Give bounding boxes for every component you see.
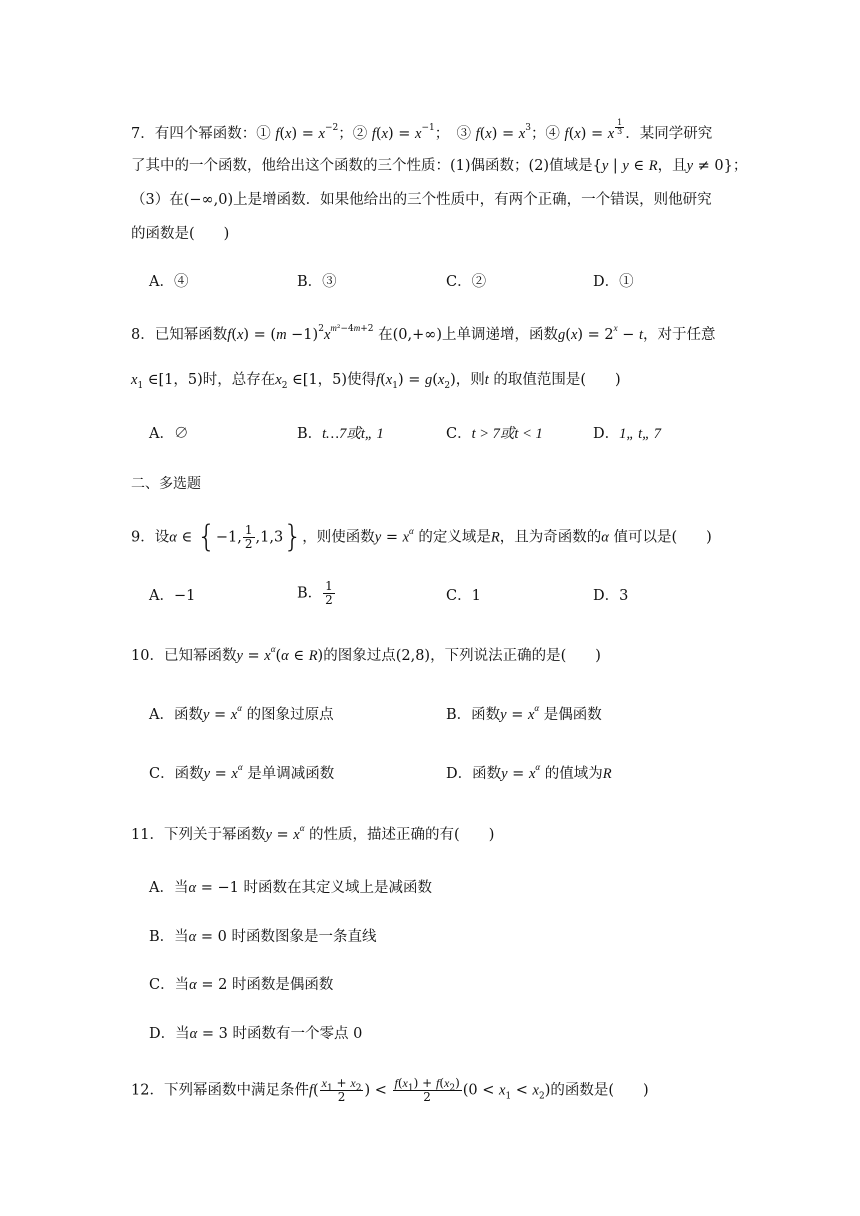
q10-option-b[interactable]: B．函数$y = x^\alpha$ 是偶函数 xyxy=(446,703,602,723)
q7-line1: 7．有四个幂函数：① $f(x) = x^{-2}$；② $f(x) = x^{-1}$； ③ $f(x) = x^3$；④ f(x) = x $^{\frac{1}{3}}$ ．某同学研究 xyxy=(131,118,713,142)
q11-option-a[interactable]: A．当α = −1 时函数在其定义域上是减函数 xyxy=(149,880,432,896)
option-label: B． xyxy=(297,426,323,442)
q8-text: ，对于任意 xyxy=(643,327,716,343)
q7-text: 上是增函数．如果他给出的三个性质中，有两个正确，一个错误，则他研究 xyxy=(233,192,712,208)
option-label: D． xyxy=(593,426,620,442)
q11-text: 11．下列关于幂函数 xyxy=(131,827,266,843)
q8-text: 8．已知幂函数 xyxy=(131,327,228,343)
q10-option-b-text: 是偶函数 xyxy=(543,707,602,723)
q7-text: （3）在 xyxy=(131,192,184,208)
q9-text: 值可以是( ) xyxy=(613,529,712,546)
q11-option-b-text: 时函数图象是一条直线 xyxy=(231,929,377,945)
q8-line2: $x_1$ ∈[1，5)时，总存在$x_2$ ∈[1，5)使得$f(x_1) = g(x_2)$，则t 的取值范围是( ) xyxy=(131,372,621,391)
q11-option-b[interactable]: B．当α = 0 时函数图象是一条直线 xyxy=(149,929,377,945)
q9-option-b[interactable] xyxy=(297,580,336,607)
q12-text: 12．下列幂函数中满足条件 xyxy=(131,1082,309,1099)
q10-option-c-text: C．函数 xyxy=(149,766,204,782)
q8-option-d-text: 1„ t„ 7 xyxy=(619,426,662,442)
q8-option-b[interactable] xyxy=(297,424,384,444)
q12-line: 12．下列幂函数中满足条件f( $\frac{x_1 + x_2}{2}$ ) < $\frac{f(x_1) + f(x_2)}{2}$ $(0 < x_1 < x_2)$的函数是( ) xyxy=(131,1076,649,1104)
q10-option-d-text: 的值域为 xyxy=(544,766,603,782)
q10-option-c[interactable]: C．函数$y = x^\alpha$ 是单调减函数 xyxy=(149,762,335,782)
q11-option-d-text: 时函数有一个零点 0 xyxy=(232,1026,363,1042)
q8-text: 时，总存在 xyxy=(202,372,276,388)
q7-option-d[interactable]: D．① xyxy=(593,274,634,290)
fraction-one-half: $\frac{1}{2}$ xyxy=(325,579,333,607)
q9-text: 的定义域是 xyxy=(418,529,491,546)
q11-option-a-text: A．当 xyxy=(149,880,189,896)
q11-line: 11．下列关于幂函数$y = x^\alpha$ 的性质，描述正确的有( ) xyxy=(131,823,495,843)
q9-option-a[interactable]: A．−1 xyxy=(149,588,196,604)
q11-option-c-text: 时函数是偶函数 xyxy=(231,977,334,993)
q9-option-d[interactable]: D．3 xyxy=(593,588,629,604)
q8-text: ，则 xyxy=(455,372,485,388)
option-label: B． xyxy=(297,585,323,602)
q7-line2: 了其中的一个函数，他给出这个函数的三个性质：(1)偶函数；(2)值域是{y | y ∈ R，且y ≠ 0}； xyxy=(131,158,748,174)
q10-text: 10．已知幂函数 xyxy=(131,648,237,664)
q11-option-b-text: B．当 xyxy=(149,929,189,945)
q8-line1: 8．已知幂函数$f(x) = (m -1)^2x^{m^2-4m+2}$ 在(0,+∞)上单调递增，函数$g(x) = 2^x - t$，对于任意 xyxy=(131,323,716,343)
q10-line: 10．已知幂函数$y = x^\alpha(\alpha$ ∈ R)的图象过点(2,8)，下列说法正确的是( ) xyxy=(131,644,601,664)
q11-option-c-text: C．当 xyxy=(149,977,190,993)
q9-option-c[interactable]: C．1 xyxy=(446,588,481,604)
q8-option-c[interactable] xyxy=(446,424,543,444)
q10-option-d-text: D．函数 xyxy=(446,766,502,782)
q9-line: 9．设α ∈ {−1, $\frac{1}{2}$ ,1,3}，则使函数$y = x^\alpha$ 的定义域是R，且为奇函数的α 值可以是( ) xyxy=(131,519,712,555)
option-label: C． xyxy=(446,426,472,442)
q7-text: 了其中的一个函数，他给出这个函数的三个性质：(1)偶函数；(2)值域是 xyxy=(131,158,593,174)
q8-text: 使得 xyxy=(347,372,377,388)
q12-text: 的函数是( ) xyxy=(550,1082,649,1099)
q9-text: 9．设 xyxy=(131,529,170,546)
q7-text: 7．有四个幂函数： xyxy=(131,125,257,142)
q9-text: ，则使函数 xyxy=(302,529,375,546)
q7-line3: （3）在(−∞,0)上是增函数．如果他给出的三个性质中，有两个正确，一个错误，则他研究 xyxy=(131,192,712,208)
q9-text: ，且为奇函数的 xyxy=(499,529,602,546)
q8-option-c-text: t > 7或t < 1 xyxy=(471,426,543,442)
q8-text: 在 xyxy=(378,327,393,343)
q7-text: 的函数是( ) xyxy=(131,226,230,242)
q11-option-c[interactable]: C．当α = 2 时函数是偶函数 xyxy=(149,977,334,993)
q7-text: ，且 xyxy=(657,158,687,174)
q7-option-b[interactable]: B．③ xyxy=(297,274,337,290)
section-heading: 二、多选题 xyxy=(131,476,201,492)
q10-option-a-text: A．函数 xyxy=(149,707,203,723)
q8-text: 上单调递增，函数 xyxy=(442,327,559,343)
q11-text: 的性质，描述正确的有( ) xyxy=(309,827,495,843)
q7-option-a[interactable]: A．④ xyxy=(149,274,189,290)
q7-text: ．某同学研究 xyxy=(625,125,713,142)
q8-option-a[interactable]: A．∅ xyxy=(149,426,189,442)
q7-line4 xyxy=(131,224,229,244)
q8-text: 的取值范围是( ) xyxy=(493,372,621,388)
q8-option-d[interactable] xyxy=(593,424,661,444)
q10-option-a-text: 的图象过原点 xyxy=(246,707,334,723)
q11-option-d-text: D．当 xyxy=(149,1026,190,1042)
q10-text: ，下列说法正确的是( ) xyxy=(430,648,601,664)
q10-option-d[interactable]: D．函数$y = x^\alpha$ 的值域为R xyxy=(446,762,612,782)
q10-text: 的图象过点 xyxy=(323,648,396,664)
q10-option-c-text: 是单调减函数 xyxy=(247,766,335,782)
q10-option-b-text: B．函数 xyxy=(446,707,501,723)
q8-option-b-text: t…7或t„ 1 xyxy=(322,426,384,442)
q11-option-d[interactable]: D．当α = 3 时函数有一个零点 0 xyxy=(149,1026,363,1042)
q10-option-a[interactable]: A．函数$y = x^\alpha$ 的图象过原点 xyxy=(149,703,334,723)
q11-option-a-text: 时函数在其定义域上是减函数 xyxy=(243,880,432,896)
q7-option-c[interactable]: C．② xyxy=(446,274,487,290)
